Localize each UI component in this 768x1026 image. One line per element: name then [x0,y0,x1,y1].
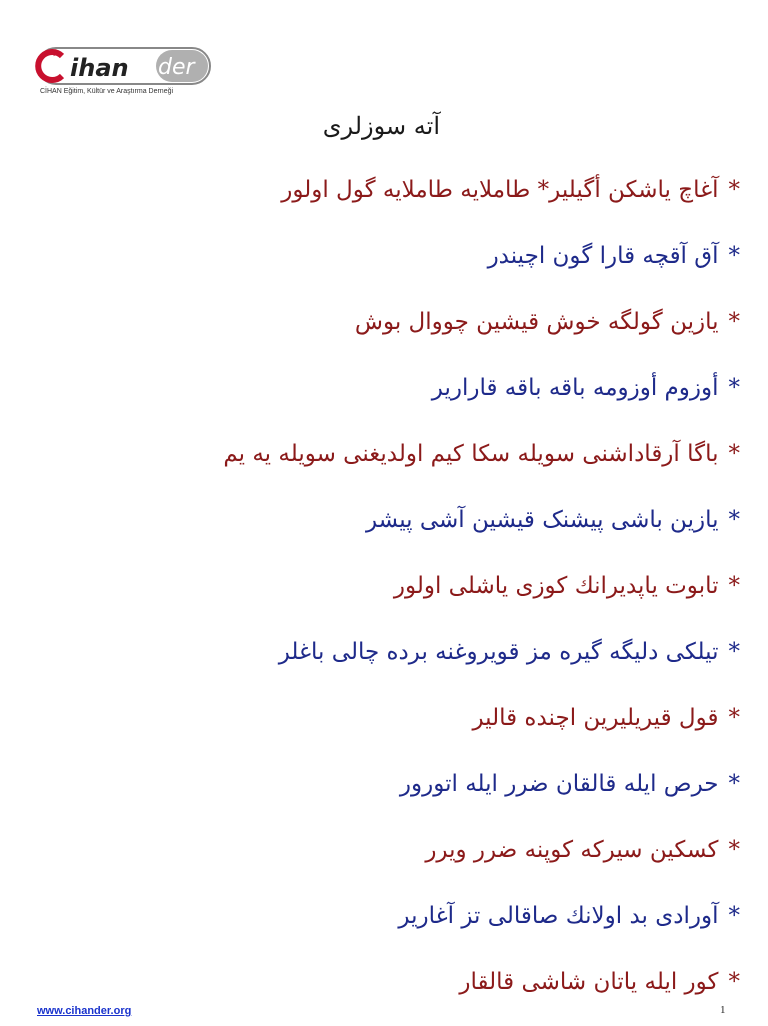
proverb-text: یازین باشی پیشنک قیشین آشی پیشر [365,507,719,533]
logo-graphic [34,44,214,88]
proverb-item [200,696,740,762]
proverb-text: کور ایله یاتان شاشی قالقار [459,969,719,995]
proverb-item [200,894,740,960]
proverb-text: حرص ایله قالقان ضرر ایله اتورور [399,771,719,797]
proverb-text: آورادی بد اولانك صاقالی تز آغارير [398,903,719,929]
bullet-star: * [728,969,740,995]
proverb-text: آغاچ یاشکن أگیلیر* طاملایه طاملایه گول اولور [281,177,719,203]
proverb-text: أوزوم أوزومه باقه باقه قارارير [431,375,719,401]
proverb-text: یازین گولگه خوش قیشین چووال بوش [354,309,719,335]
proverb-item [200,564,740,630]
bullet-star: * [728,837,740,863]
bullet-star: * [728,507,740,533]
proverb-item [200,828,740,894]
svg-text:der: der [158,55,195,80]
proverb-text: تابوت یاپدیرانك کوزی یاشلی اولور [393,573,719,599]
svg-text:ihan: ihan [70,54,129,82]
page-number: 1 [720,1004,726,1016]
bullet-star: * [728,441,740,467]
bullet-star: * [728,573,740,599]
proverb-item [200,762,740,828]
proverb-item [200,432,740,498]
proverb-text: قول قیریلیرین اچنده قالیر [472,705,719,731]
proverb-item [200,498,740,564]
proverb-item [200,960,740,1026]
bullet-star: * [728,375,740,401]
proverb-list [200,168,740,1026]
bullet-star: * [728,903,740,929]
proverb-text: تیلکی دلیگه گیره مز قویروغنه برده چالی باغلر [278,639,719,665]
bullet-star: * [728,771,740,797]
cihander-logo [34,44,214,104]
bullet-star: * [728,177,740,203]
bullet-star: * [728,243,740,269]
logo-tagline: CİHAN Eğitim, Kültür ve Araştırma Derneği [40,88,174,95]
bullet-star: * [728,309,740,335]
proverb-item [200,366,740,432]
website-link[interactable]: www.cihander.org [37,1005,132,1017]
proverb-text: آق آقچه قارا گون اچیندر [487,243,719,269]
proverb-item [200,300,740,366]
bullet-star: * [728,639,740,665]
document-title: آته سوزلری [322,112,440,140]
proverb-item [200,630,740,696]
proverb-item [200,168,740,234]
proverb-item [200,234,740,300]
proverb-text: کسکین سیرکه کوپنه ضرر ویرر [425,837,719,863]
proverb-text: باگا آرقاداشنی سویله سکا کیم اولدیغنی سویله یه یم [223,441,719,467]
bullet-star: * [728,705,740,731]
